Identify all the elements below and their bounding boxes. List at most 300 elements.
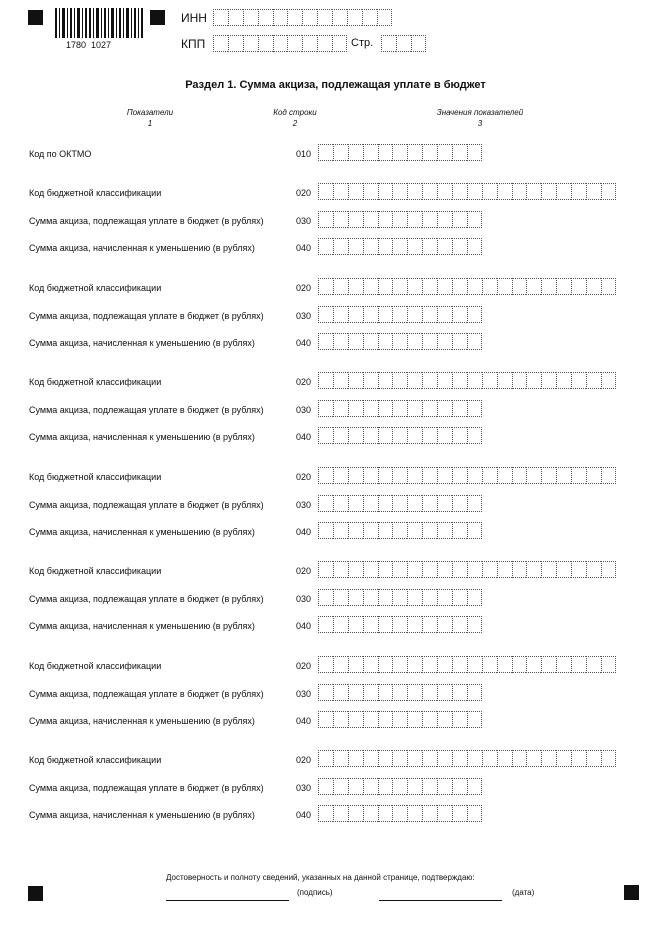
input-cell[interactable]: [392, 656, 407, 673]
input-cell[interactable]: [437, 238, 452, 255]
input-cell[interactable]: [407, 427, 422, 444]
input-cell[interactable]: [348, 495, 363, 512]
input-cell[interactable]: [363, 589, 378, 606]
input-cell[interactable]: [422, 750, 437, 767]
input-cell[interactable]: [273, 9, 288, 26]
input-cell[interactable]: [348, 238, 363, 255]
kbk-field[interactable]: [318, 750, 616, 767]
input-cell[interactable]: [541, 561, 556, 578]
input-cell[interactable]: [452, 183, 467, 200]
input-cell[interactable]: [556, 656, 571, 673]
input-cell[interactable]: [422, 400, 437, 417]
kbk-field[interactable]: [318, 183, 616, 200]
input-cell[interactable]: [378, 278, 393, 295]
input-cell[interactable]: [526, 561, 541, 578]
input-cell[interactable]: [437, 495, 452, 512]
input-cell[interactable]: [333, 144, 348, 161]
input-cell[interactable]: [452, 211, 467, 228]
input-cell[interactable]: [318, 238, 333, 255]
tax-payable-field[interactable]: [318, 684, 482, 701]
input-cell[interactable]: [378, 656, 393, 673]
input-cell[interactable]: [411, 35, 426, 52]
input-cell[interactable]: [512, 467, 527, 484]
date-line[interactable]: [379, 900, 502, 901]
input-cell[interactable]: [467, 778, 482, 795]
input-cell[interactable]: [378, 144, 393, 161]
input-cell[interactable]: [452, 684, 467, 701]
input-cell[interactable]: [348, 711, 363, 728]
input-cell[interactable]: [378, 684, 393, 701]
input-cell[interactable]: [348, 684, 363, 701]
input-cell[interactable]: [333, 561, 348, 578]
input-cell[interactable]: [363, 522, 378, 539]
input-cell[interactable]: [318, 306, 333, 323]
input-cell[interactable]: [333, 467, 348, 484]
input-cell[interactable]: [407, 144, 422, 161]
input-cell[interactable]: [482, 750, 497, 767]
input-cell[interactable]: [302, 35, 317, 52]
input-cell[interactable]: [541, 750, 556, 767]
input-cell[interactable]: [318, 616, 333, 633]
input-cell[interactable]: [333, 400, 348, 417]
input-cell[interactable]: [407, 183, 422, 200]
input-cell[interactable]: [378, 333, 393, 350]
input-cell[interactable]: [362, 9, 377, 26]
input-cell[interactable]: [381, 35, 396, 52]
input-cell[interactable]: [586, 278, 601, 295]
input-cell[interactable]: [601, 278, 616, 295]
input-cell[interactable]: [348, 427, 363, 444]
input-cell[interactable]: [556, 467, 571, 484]
input-cell[interactable]: [363, 238, 378, 255]
input-cell[interactable]: [601, 750, 616, 767]
input-cell[interactable]: [467, 400, 482, 417]
input-cell[interactable]: [363, 616, 378, 633]
input-cell[interactable]: [258, 35, 273, 52]
input-cell[interactable]: [422, 805, 437, 822]
input-cell[interactable]: [526, 278, 541, 295]
input-cell[interactable]: [437, 684, 452, 701]
input-cell[interactable]: [347, 9, 362, 26]
input-cell[interactable]: [363, 467, 378, 484]
input-cell[interactable]: [318, 711, 333, 728]
input-cell[interactable]: [467, 306, 482, 323]
input-cell[interactable]: [407, 656, 422, 673]
input-cell[interactable]: [437, 522, 452, 539]
input-cell[interactable]: [317, 35, 332, 52]
input-cell[interactable]: [348, 522, 363, 539]
input-cell[interactable]: [467, 372, 482, 389]
input-cell[interactable]: [333, 211, 348, 228]
input-cell[interactable]: [333, 684, 348, 701]
input-cell[interactable]: [392, 522, 407, 539]
input-cell[interactable]: [273, 35, 288, 52]
input-cell[interactable]: [467, 495, 482, 512]
input-cell[interactable]: [348, 144, 363, 161]
input-cell[interactable]: [571, 183, 586, 200]
input-cell[interactable]: [422, 589, 437, 606]
input-cell[interactable]: [586, 183, 601, 200]
input-cell[interactable]: [422, 467, 437, 484]
input-cell[interactable]: [392, 183, 407, 200]
input-cell[interactable]: [348, 656, 363, 673]
input-cell[interactable]: [541, 656, 556, 673]
input-cell[interactable]: [437, 144, 452, 161]
input-cell[interactable]: [497, 467, 512, 484]
input-cell[interactable]: [407, 495, 422, 512]
input-cell[interactable]: [452, 656, 467, 673]
input-cell[interactable]: [363, 333, 378, 350]
input-cell[interactable]: [363, 561, 378, 578]
input-cell[interactable]: [392, 750, 407, 767]
input-cell[interactable]: [452, 427, 467, 444]
page-number-field[interactable]: [381, 35, 426, 52]
inn-field[interactable]: [213, 9, 392, 26]
input-cell[interactable]: [437, 561, 452, 578]
input-cell[interactable]: [437, 278, 452, 295]
input-cell[interactable]: [497, 750, 512, 767]
input-cell[interactable]: [422, 684, 437, 701]
input-cell[interactable]: [333, 616, 348, 633]
input-cell[interactable]: [467, 711, 482, 728]
input-cell[interactable]: [422, 238, 437, 255]
input-cell[interactable]: [407, 306, 422, 323]
input-cell[interactable]: [482, 183, 497, 200]
tax-payable-field[interactable]: [318, 589, 482, 606]
input-cell[interactable]: [213, 9, 228, 26]
input-cell[interactable]: [378, 750, 393, 767]
input-cell[interactable]: [348, 616, 363, 633]
input-cell[interactable]: [452, 589, 467, 606]
input-cell[interactable]: [348, 372, 363, 389]
input-cell[interactable]: [392, 778, 407, 795]
input-cell[interactable]: [556, 372, 571, 389]
input-cell[interactable]: [556, 278, 571, 295]
input-cell[interactable]: [422, 616, 437, 633]
input-cell[interactable]: [452, 467, 467, 484]
input-cell[interactable]: [378, 183, 393, 200]
input-cell[interactable]: [348, 333, 363, 350]
input-cell[interactable]: [378, 561, 393, 578]
input-cell[interactable]: [467, 333, 482, 350]
input-cell[interactable]: [363, 684, 378, 701]
input-cell[interactable]: [363, 427, 378, 444]
kbk-field[interactable]: [318, 372, 616, 389]
input-cell[interactable]: [348, 467, 363, 484]
input-cell[interactable]: [467, 616, 482, 633]
input-cell[interactable]: [601, 656, 616, 673]
input-cell[interactable]: [571, 750, 586, 767]
input-cell[interactable]: [363, 400, 378, 417]
input-cell[interactable]: [512, 561, 527, 578]
input-cell[interactable]: [318, 372, 333, 389]
input-cell[interactable]: [497, 561, 512, 578]
input-cell[interactable]: [497, 656, 512, 673]
input-cell[interactable]: [287, 9, 302, 26]
input-cell[interactable]: [318, 333, 333, 350]
input-cell[interactable]: [333, 333, 348, 350]
input-cell[interactable]: [407, 778, 422, 795]
input-cell[interactable]: [377, 9, 392, 26]
input-cell[interactable]: [378, 616, 393, 633]
input-cell[interactable]: [228, 35, 243, 52]
input-cell[interactable]: [378, 306, 393, 323]
input-cell[interactable]: [407, 238, 422, 255]
input-cell[interactable]: [363, 750, 378, 767]
input-cell[interactable]: [512, 750, 527, 767]
input-cell[interactable]: [318, 183, 333, 200]
input-cell[interactable]: [422, 427, 437, 444]
input-cell[interactable]: [363, 495, 378, 512]
input-cell[interactable]: [586, 467, 601, 484]
input-cell[interactable]: [482, 372, 497, 389]
input-cell[interactable]: [467, 684, 482, 701]
input-cell[interactable]: [392, 805, 407, 822]
input-cell[interactable]: [392, 495, 407, 512]
input-cell[interactable]: [333, 522, 348, 539]
input-cell[interactable]: [422, 656, 437, 673]
input-cell[interactable]: [348, 561, 363, 578]
input-cell[interactable]: [422, 778, 437, 795]
input-cell[interactable]: [392, 333, 407, 350]
kbk-field[interactable]: [318, 656, 616, 673]
input-cell[interactable]: [437, 183, 452, 200]
input-cell[interactable]: [482, 278, 497, 295]
input-cell[interactable]: [333, 711, 348, 728]
input-cell[interactable]: [482, 467, 497, 484]
input-cell[interactable]: [302, 9, 317, 26]
input-cell[interactable]: [601, 372, 616, 389]
input-cell[interactable]: [363, 656, 378, 673]
input-cell[interactable]: [452, 144, 467, 161]
input-cell[interactable]: [318, 656, 333, 673]
input-cell[interactable]: [378, 372, 393, 389]
input-cell[interactable]: [422, 183, 437, 200]
input-cell[interactable]: [571, 656, 586, 673]
input-cell[interactable]: [333, 306, 348, 323]
input-cell[interactable]: [392, 144, 407, 161]
input-cell[interactable]: [333, 750, 348, 767]
input-cell[interactable]: [467, 589, 482, 606]
input-cell[interactable]: [467, 211, 482, 228]
input-cell[interactable]: [586, 561, 601, 578]
input-cell[interactable]: [452, 750, 467, 767]
input-cell[interactable]: [318, 427, 333, 444]
tax-reduction-field[interactable]: [318, 427, 482, 444]
input-cell[interactable]: [348, 211, 363, 228]
input-cell[interactable]: [586, 372, 601, 389]
input-cell[interactable]: [407, 372, 422, 389]
input-cell[interactable]: [407, 400, 422, 417]
kbk-field[interactable]: [318, 467, 616, 484]
kpp-field[interactable]: [213, 35, 347, 52]
input-cell[interactable]: [422, 306, 437, 323]
input-cell[interactable]: [467, 561, 482, 578]
input-cell[interactable]: [407, 589, 422, 606]
input-cell[interactable]: [467, 522, 482, 539]
input-cell[interactable]: [452, 561, 467, 578]
input-cell[interactable]: [378, 589, 393, 606]
input-cell[interactable]: [378, 427, 393, 444]
input-cell[interactable]: [333, 278, 348, 295]
input-cell[interactable]: [422, 333, 437, 350]
input-cell[interactable]: [318, 522, 333, 539]
input-cell[interactable]: [363, 778, 378, 795]
input-cell[interactable]: [378, 238, 393, 255]
input-cell[interactable]: [437, 467, 452, 484]
input-cell[interactable]: [437, 306, 452, 323]
input-cell[interactable]: [467, 278, 482, 295]
input-cell[interactable]: [333, 238, 348, 255]
input-cell[interactable]: [378, 211, 393, 228]
input-cell[interactable]: [452, 372, 467, 389]
input-cell[interactable]: [452, 278, 467, 295]
input-cell[interactable]: [407, 333, 422, 350]
input-cell[interactable]: [571, 278, 586, 295]
input-cell[interactable]: [348, 183, 363, 200]
input-cell[interactable]: [437, 427, 452, 444]
input-cell[interactable]: [556, 561, 571, 578]
input-cell[interactable]: [392, 561, 407, 578]
input-cell[interactable]: [348, 805, 363, 822]
input-cell[interactable]: [422, 211, 437, 228]
input-cell[interactable]: [437, 616, 452, 633]
input-cell[interactable]: [407, 278, 422, 295]
input-cell[interactable]: [407, 522, 422, 539]
input-cell[interactable]: [333, 183, 348, 200]
input-cell[interactable]: [363, 144, 378, 161]
input-cell[interactable]: [601, 183, 616, 200]
input-cell[interactable]: [422, 495, 437, 512]
input-cell[interactable]: [318, 400, 333, 417]
input-cell[interactable]: [437, 656, 452, 673]
tax-payable-field[interactable]: [318, 306, 482, 323]
input-cell[interactable]: [497, 372, 512, 389]
input-cell[interactable]: [318, 684, 333, 701]
input-cell[interactable]: [392, 211, 407, 228]
input-cell[interactable]: [512, 183, 527, 200]
input-cell[interactable]: [452, 400, 467, 417]
input-cell[interactable]: [333, 656, 348, 673]
input-cell[interactable]: [392, 238, 407, 255]
tax-payable-field[interactable]: [318, 211, 482, 228]
input-cell[interactable]: [228, 9, 243, 26]
tax-reduction-field[interactable]: [318, 805, 482, 822]
input-cell[interactable]: [512, 656, 527, 673]
input-cell[interactable]: [318, 750, 333, 767]
input-cell[interactable]: [396, 35, 411, 52]
input-cell[interactable]: [452, 238, 467, 255]
input-cell[interactable]: [318, 589, 333, 606]
kbk-field[interactable]: [318, 561, 616, 578]
input-cell[interactable]: [318, 805, 333, 822]
input-cell[interactable]: [586, 656, 601, 673]
input-cell[interactable]: [452, 711, 467, 728]
input-cell[interactable]: [378, 778, 393, 795]
input-cell[interactable]: [541, 278, 556, 295]
input-cell[interactable]: [467, 144, 482, 161]
input-cell[interactable]: [318, 495, 333, 512]
input-cell[interactable]: [378, 467, 393, 484]
tax-reduction-field[interactable]: [318, 711, 482, 728]
input-cell[interactable]: [497, 278, 512, 295]
input-cell[interactable]: [512, 372, 527, 389]
input-cell[interactable]: [437, 211, 452, 228]
input-cell[interactable]: [213, 35, 228, 52]
input-cell[interactable]: [318, 144, 333, 161]
input-cell[interactable]: [407, 561, 422, 578]
oktmo-field[interactable]: [318, 144, 482, 161]
signature-line[interactable]: [166, 900, 289, 901]
input-cell[interactable]: [437, 589, 452, 606]
input-cell[interactable]: [287, 35, 302, 52]
input-cell[interactable]: [467, 805, 482, 822]
tax-reduction-field[interactable]: [318, 522, 482, 539]
input-cell[interactable]: [497, 183, 512, 200]
input-cell[interactable]: [452, 333, 467, 350]
input-cell[interactable]: [541, 372, 556, 389]
input-cell[interactable]: [333, 778, 348, 795]
input-cell[interactable]: [467, 183, 482, 200]
input-cell[interactable]: [333, 805, 348, 822]
input-cell[interactable]: [407, 805, 422, 822]
input-cell[interactable]: [332, 35, 347, 52]
input-cell[interactable]: [243, 9, 258, 26]
input-cell[interactable]: [333, 589, 348, 606]
input-cell[interactable]: [348, 589, 363, 606]
input-cell[interactable]: [318, 778, 333, 795]
input-cell[interactable]: [452, 306, 467, 323]
input-cell[interactable]: [526, 183, 541, 200]
kbk-field[interactable]: [318, 278, 616, 295]
input-cell[interactable]: [452, 805, 467, 822]
input-cell[interactable]: [467, 467, 482, 484]
input-cell[interactable]: [318, 561, 333, 578]
input-cell[interactable]: [422, 144, 437, 161]
input-cell[interactable]: [407, 750, 422, 767]
tax-payable-field[interactable]: [318, 400, 482, 417]
input-cell[interactable]: [437, 805, 452, 822]
input-cell[interactable]: [392, 589, 407, 606]
input-cell[interactable]: [526, 750, 541, 767]
input-cell[interactable]: [407, 684, 422, 701]
input-cell[interactable]: [556, 183, 571, 200]
input-cell[interactable]: [392, 684, 407, 701]
input-cell[interactable]: [332, 9, 347, 26]
input-cell[interactable]: [348, 400, 363, 417]
input-cell[interactable]: [348, 306, 363, 323]
input-cell[interactable]: [378, 805, 393, 822]
input-cell[interactable]: [571, 467, 586, 484]
input-cell[interactable]: [392, 616, 407, 633]
input-cell[interactable]: [422, 711, 437, 728]
input-cell[interactable]: [541, 467, 556, 484]
tax-reduction-field[interactable]: [318, 238, 482, 255]
input-cell[interactable]: [512, 278, 527, 295]
input-cell[interactable]: [363, 183, 378, 200]
input-cell[interactable]: [392, 467, 407, 484]
input-cell[interactable]: [318, 467, 333, 484]
input-cell[interactable]: [467, 427, 482, 444]
input-cell[interactable]: [467, 238, 482, 255]
input-cell[interactable]: [482, 656, 497, 673]
input-cell[interactable]: [452, 495, 467, 512]
tax-reduction-field[interactable]: [318, 333, 482, 350]
input-cell[interactable]: [378, 400, 393, 417]
input-cell[interactable]: [363, 211, 378, 228]
input-cell[interactable]: [437, 372, 452, 389]
input-cell[interactable]: [526, 372, 541, 389]
